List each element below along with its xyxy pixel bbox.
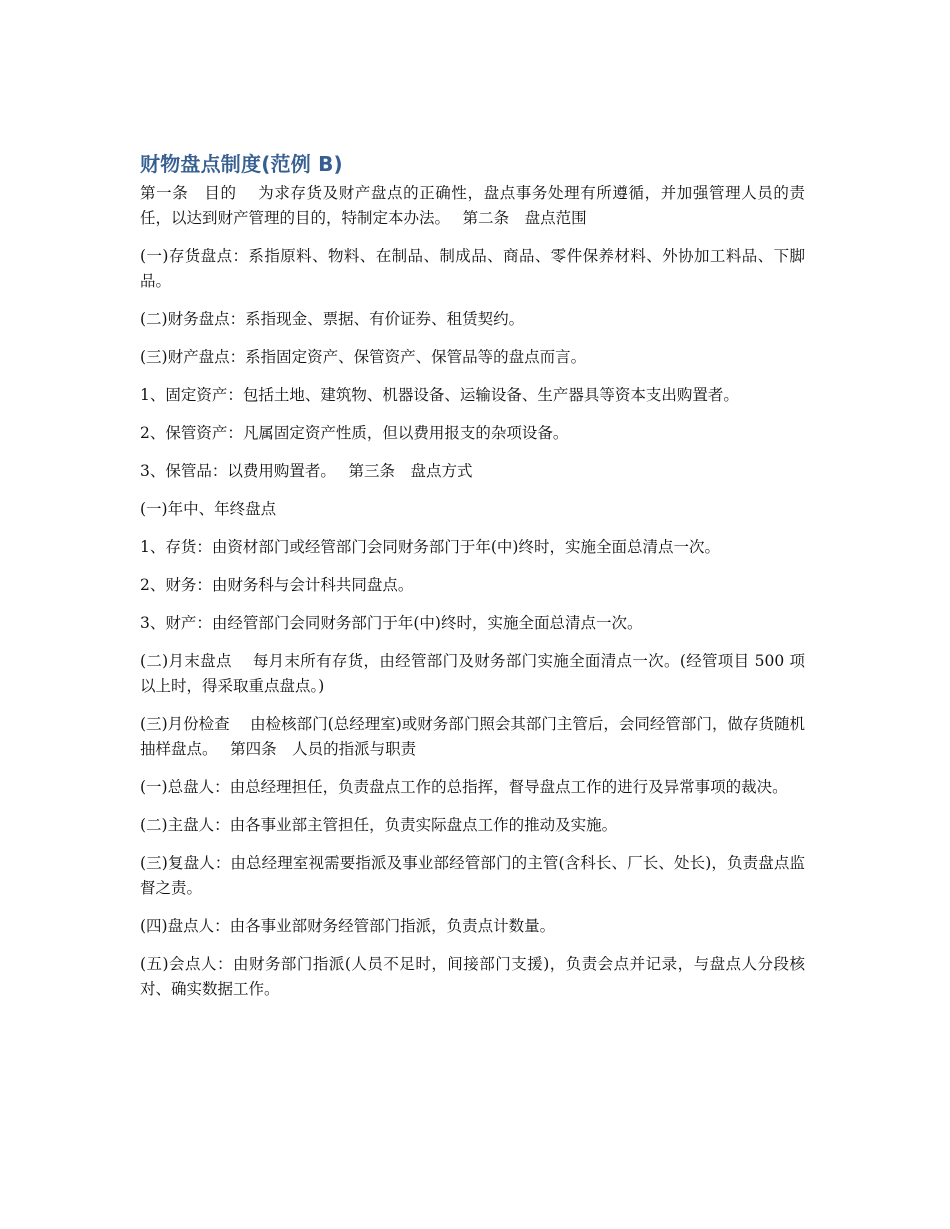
paragraph-general-counter: (一)总盘人：由总经理担任，负责盘点工作的总指挥，督导盘点工作的进行及异常事项的裁决。 — [140, 778, 788, 796]
paragraph-inventory-method: 1、存货：由资材部门或经管部门会同财务部门于年(中)终时，实施全面总清点一次。 — [140, 538, 720, 556]
paragraph-main-counter: (二)主盘人：由各事业部主管担任，负责实际盘点工作的推动及实施。 — [140, 816, 618, 834]
paragraph-recounter: (三)复盘人：由总经理室视需要指派及事业部经管部门的主管(含科长、厂长、处长)，负责盘点监督之责。 — [140, 854, 805, 897]
paragraph-month-end-count: (二)月末盘点 每月末所有存货，由经管部门及财务部门实施全面清点一次。(经管项目 500 项以上时，得采取重点盘点。) — [140, 652, 805, 695]
document-body — [140, 150, 805, 1015]
paragraph-article-1: 第一条 目的 为求存货及财产盘点的正确性，盘点事务处理有所遵循，并加强管理人员的责任，以达到财产管理的目的，特制定本办法。 第二条 盘点范围 — [140, 184, 805, 227]
paragraph-custody-assets: 2、保管资产：凡属固定资产性质，但以费用报支的杂项设备。 — [140, 424, 569, 442]
paragraph-joint-counter: (五)会点人：由财务部门指派(人员不足时，间接部门支援)，负责会点并记录，与盘点人分段核对、确实数据工作。 — [140, 955, 805, 998]
paragraph-fixed-assets: 1、固定资产：包括土地、建筑物、机器设备、运输设备、生产器具等资本支出购置者。 — [140, 386, 739, 404]
paragraph-custody-items: 3、保管品：以费用购置者。 第三条 盘点方式 — [140, 462, 473, 480]
paragraph-counter: (四)盘点人：由各事业部财务经管部门指派，负责点计数量。 — [140, 917, 556, 935]
paragraph-finance-method: 2、财务：由财务科与会计科共同盘点。 — [140, 576, 414, 594]
paragraph-property-method: 3、财产：由经管部门会同财务部门于年(中)终时，实施全面总清点一次。 — [140, 614, 643, 632]
paragraph-asset-count: (三)财产盘点：系指固定资产、保管资产、保管品等的盘点而言。 — [140, 348, 587, 366]
paragraph-year-end-count: (一)年中、年终盘点 — [140, 500, 277, 518]
paragraph-inventory-count: (一)存货盘点：系指原料、物料、在制品、制成品、商品、零件保养材料、外协加工料品、下脚品。 — [140, 247, 805, 290]
document-title: 财物盘点制度(范例 B) — [140, 152, 343, 176]
paragraph-financial-count: (二)财务盘点：系指现金、票据、有价证券、租赁契约。 — [140, 310, 525, 328]
paragraph-monthly-check: (三)月份检查 由检核部门(总经理室)或财务部门照会其部门主管后，会同经管部门，做存货随机抽样盘点。 第四条 人员的指派与职责 — [140, 715, 805, 758]
